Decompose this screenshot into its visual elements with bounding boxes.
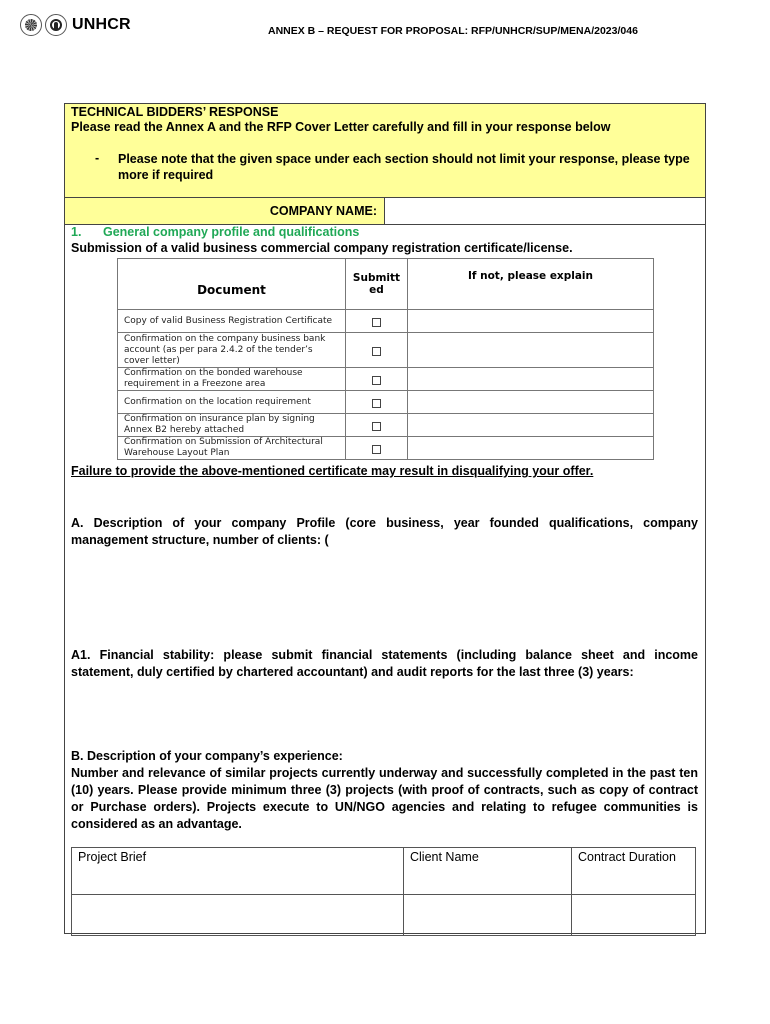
- document-cell: Copy of valid Business Registration Certificate: [118, 310, 346, 333]
- logo-text: UNHCR: [72, 16, 131, 33]
- section-a1-financial: A1. Financial stability: please submit financial statements (including balance sheet and income statement, duly certified by chartered accountant) and audit reports for the last three (3) years:: [71, 648, 698, 679]
- section-1-title: [71, 225, 359, 239]
- submitted-cell: [346, 391, 408, 414]
- projects-table: [71, 847, 696, 936]
- section-a-description: A. Description of your company Profile (core business, year founded qualifications, company management structure, number of clients: (: [71, 516, 698, 547]
- submitted-checkbox[interactable]: [372, 376, 381, 385]
- column-header-project-brief: Project Brief: [72, 848, 404, 895]
- section-b-description: Number and relevance of similar projects currently underway and successfully completed in the past ten (10) years. Please provide minimum three (3) projects (with proof of contracts, such as copy of contract or Purchase orders). Projects execute to UN/NGO agencies and relating to refugee communities is considered as an advantage.: [71, 766, 698, 831]
- document-cell: Confirmation on the company business bank account (as per para 2.4.2 of the tender’s cover letter): [118, 333, 346, 368]
- column-header-contract-duration: Contract Duration: [572, 848, 696, 895]
- failure-warning: Failure to provide the above-mentioned certificate may result in disqualifying your offer.: [71, 464, 594, 478]
- document-title: ANNEX B – REQUEST FOR PROPOSAL: RFP/UNHCR/SUP/MENA/2023/046: [268, 25, 638, 37]
- table-row: [118, 437, 654, 460]
- explanation-cell[interactable]: [408, 437, 654, 460]
- intro-instruction: Please read the Annex A and the RFP Cover Letter carefully and fill in your response below: [71, 120, 611, 134]
- table-row: [118, 391, 654, 414]
- explanation-cell[interactable]: [408, 310, 654, 333]
- projects-table-header: [72, 848, 696, 895]
- documents-table-header: [118, 259, 654, 310]
- un-emblem-icon: [20, 14, 42, 36]
- intro-heading: TECHNICAL BIDDERS’ RESPONSE: [71, 105, 279, 119]
- unhcr-emblem-icon: [45, 14, 67, 36]
- submitted-cell: [346, 414, 408, 437]
- explanation-cell[interactable]: [408, 368, 654, 391]
- submitted-checkbox[interactable]: [372, 399, 381, 408]
- section-1-subtitle: Submission of a valid business commercial company registration certificate/license.: [71, 241, 573, 255]
- section-1-number: 1.: [71, 225, 82, 239]
- document-cell: Confirmation on insurance plan by signing Annex B2 hereby attached: [118, 414, 346, 437]
- project-brief-cell[interactable]: [72, 895, 404, 936]
- bullet-dash: -: [95, 151, 100, 165]
- intro-box: [65, 104, 705, 198]
- document-cell: Confirmation on Submission of Architectural Warehouse Layout Plan: [118, 437, 346, 460]
- submitted-cell: [346, 437, 408, 460]
- table-row: [118, 414, 654, 437]
- table-row: [118, 368, 654, 391]
- submitted-cell: [346, 310, 408, 333]
- section-b-heading: B. Description of your company’s experience:: [71, 749, 343, 763]
- submitted-checkbox[interactable]: [372, 347, 381, 356]
- intro-note: Please note that the given space under each section should not limit your response, please type more if required: [118, 152, 690, 182]
- submitted-cell: [346, 368, 408, 391]
- section-1-title-text: General company profile and qualifications: [103, 225, 360, 239]
- contract-duration-cell[interactable]: [572, 895, 696, 936]
- section-a-response-area[interactable]: [71, 555, 698, 640]
- submitted-checkbox[interactable]: [372, 445, 381, 454]
- explanation-cell[interactable]: [408, 414, 654, 437]
- company-name-input[interactable]: [385, 198, 705, 224]
- submitted-checkbox[interactable]: [372, 318, 381, 327]
- column-header-client-name: Client Name: [404, 848, 572, 895]
- table-row: [72, 895, 696, 936]
- column-header-explanation: If not, please explain: [408, 259, 654, 310]
- document-cell: Confirmation on the bonded warehouse requirement in a Freezone area: [118, 368, 346, 391]
- table-row: [118, 333, 654, 368]
- column-header-document: Document: [118, 259, 346, 310]
- explanation-cell[interactable]: [408, 391, 654, 414]
- documents-table: [117, 258, 654, 460]
- company-name-row: [65, 198, 705, 225]
- section-a1-response-area[interactable]: [71, 700, 698, 745]
- column-header-submitted: Submitt ed: [346, 259, 408, 310]
- unhcr-logo: [20, 14, 131, 36]
- company-name-label: COMPANY NAME:: [65, 198, 385, 224]
- submitted-cell: [346, 333, 408, 368]
- submitted-checkbox[interactable]: [372, 422, 381, 431]
- explanation-cell[interactable]: [408, 333, 654, 368]
- table-row: [118, 310, 654, 333]
- document-cell: Confirmation on the location requirement: [118, 391, 346, 414]
- client-name-cell[interactable]: [404, 895, 572, 936]
